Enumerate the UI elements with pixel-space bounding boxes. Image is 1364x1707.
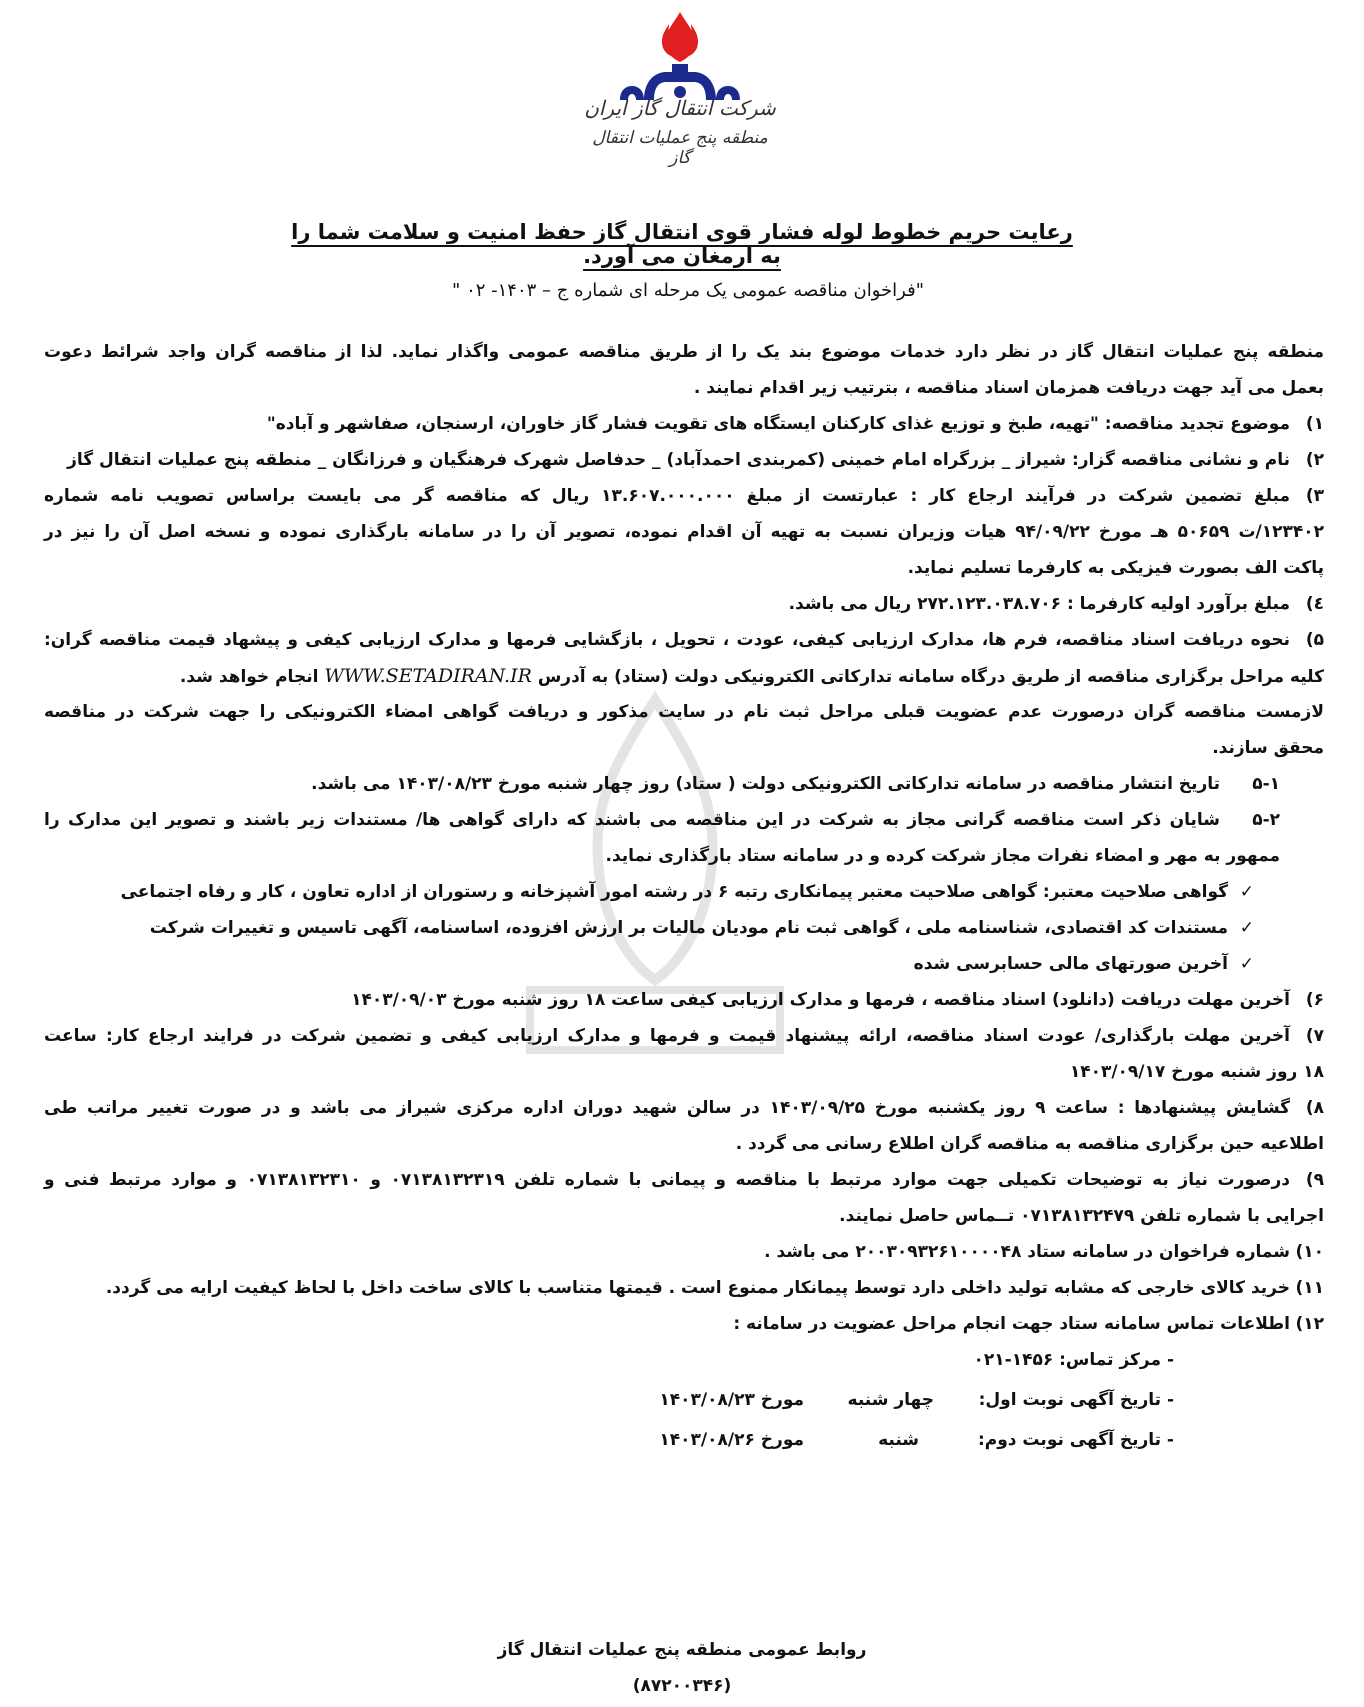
second-notice-day: شنبه (878, 1430, 919, 1450)
check-text: مستندات کد اقتصادی، شناسنامه ملی ، گواهی ثبت نام مودیان مالیات بر ارزش افزوده، اساسنامه، آگهی تاسیس و تغییرات شرکت (149, 918, 1228, 938)
item-number: ٤) (1305, 594, 1324, 614)
item-2 (44, 442, 1324, 478)
item-10 (44, 1234, 1324, 1270)
subitem-5-2-cont: ممهور به مهر و امضاء نفرات مجاز شرکت کرده و در سامانه ستاد بارگذاری نماید. (605, 846, 1280, 866)
item-text: شماره فراخوان در سامانه ستاد ۲۰۰۳۰۹۳۲۶۱۰۰۰۰۴۸ می باشد . (764, 1242, 1290, 1262)
item-number: ۵-۱ (1252, 774, 1280, 794)
item-text: خرید کالای خارجی که مشابه تولید داخلی دارد توسط پیمانکار ممنوع است . قیمتها متناسب با کالای ساخت داخل با لحاظ کیفیت ارایه می گردد. (105, 1278, 1290, 1298)
item-number: ۲) (1305, 450, 1324, 470)
footer-public-relations: روابط عمومی منطقه پنج عملیات انتقال گاز (497, 1640, 867, 1660)
item-8 (44, 1090, 1324, 1126)
item-number: ۱۲) (1295, 1314, 1324, 1334)
logo-region-name: منطقه پنج عملیات انتقال گاز (592, 128, 768, 168)
check-item (44, 910, 1324, 946)
item-3-cont: ۱۲۳۴۰۲/ت ۵۰۶۵۹ هـ مورخ ۹۴/۰۹/۲۲ هیات وزیران نسبت به تهیه آن اقدام نموده، تصویر آن را در سامانه بارگذاری نموده و نسخه اصل آن را نیز در (44, 522, 1324, 542)
subitem-5-1 (44, 766, 1324, 802)
item-number: ۹) (1305, 1170, 1324, 1190)
subitem-5-2 (44, 802, 1324, 838)
footer-code: (۸۷۲۰۰۳۴۶) (632, 1676, 732, 1696)
item-text: گشایش پیشنهادها : ساعت ۹ روز یکشنبه مورخ ۱۴۰۳/۰۹/۲۵ در سالن شهید دوران اداره مرکزی شیراز می باشد و در صورت تغییر مراتب طی (44, 1098, 1291, 1118)
item-8-cont: اطلاعیه حین برگزاری مناقصه به مناقصه گران اطلاع رسانی می گردد . (735, 1134, 1324, 1154)
check-text: آخرین صورتهای مالی حسابرسی شده (913, 954, 1228, 974)
item-text: درصورت نیاز به توضیحات تکمیلی جهت موارد مرتبط با مناقصه و پیمانی با شماره تلفن ۰۷۱۳۸۱۳۲۳۱۹ و ۰۷۱۳۸۱۳۲۳۱۰ و موارد مرتبط فنی و (44, 1170, 1290, 1190)
first-notice-label: - تاریخ آگهی نوبت اول: (978, 1390, 1174, 1410)
first-notice-date: مورخ ۱۴۰۳/۰۸/۲۳ (659, 1390, 804, 1410)
item-12 (44, 1306, 1324, 1342)
checkmark-icon: ✓ (1239, 918, 1254, 938)
item-1 (44, 406, 1324, 442)
item-5 (44, 622, 1324, 658)
item-number: ۳) (1305, 486, 1324, 506)
intro-line: بعمل می آید جهت دریافت همزمان اسناد مناقصه ، بترتیب زیر اقدام نمایند . (693, 378, 1324, 398)
check-item (44, 874, 1324, 910)
item-number: ۸) (1305, 1098, 1325, 1118)
item-number: ۶) (1305, 990, 1324, 1010)
item-number: ۵) (1305, 630, 1324, 650)
item-number: ۷) (1305, 1026, 1324, 1046)
item-5-cont (44, 658, 1324, 694)
check-item (44, 946, 1324, 982)
check-text: گواهی صلاحیت معتبر: گواهی صلاحیت معتبر پیمانکاری رتبه ۶ در رشته امور آشپزخانه و رستوران از اداره تعاون ، کار و رفاه اجتماعی (120, 882, 1228, 902)
setad-url-link[interactable]: WWW.SETADIRAN.IR (324, 665, 532, 687)
checkmark-icon: ✓ (1239, 954, 1254, 974)
item-text: نحوه دریافت اسناد مناقصه، فرم ها، مدارک ارزیابی کیفی، عودت ، تحویل ، بازگشایی فرمها و مدارک ارزیابی کیفی و پیشهاد قیمت مناقصه گران: (44, 630, 1290, 650)
item-text: شایان ذکر است مناقصه گرانی مجاز به شرکت در این مناقصه می باشند که دارای گواهی ها/ مستندات زیر باشند و تصویر این مدارک را (44, 810, 1220, 830)
item-text: آخرین مهلت دریافت (دانلود) اسناد مناقصه ، فرمها و مدارک ارزیابی کیفی ساعت ۱۸ روز شنبه مورخ ۱۴۰۳/۰۹/۰۳ (351, 990, 1290, 1010)
item-text: نام و نشانی مناقصه گزار: شیراز _ بزرگراه امام خمینی (کمربندی احمدآباد) _ حدفاصل شهرک فرهنگیان و فرزانگان _ منطقه پنج عملیات انتقال گاز (67, 450, 1290, 470)
item-text: مبلغ برآورد اولیه کارفرما : ۲۷۲.۱۲۳.۰۳۸.۷۰۶ ریال می باشد. (788, 594, 1290, 614)
item-text: تاریخ انتشار مناقصه در سامانه تدارکاتی الکترونیکی دولت ( ستاد) روز چهار شنبه مورخ ۱۴۰۳/۰۸/۲۳ می باشد. (311, 774, 1220, 794)
item-number: ۱۱) (1295, 1278, 1324, 1298)
item-3-cont: پاکت الف بصورت فیزیکی به کارفرما تسلیم نماید. (907, 558, 1324, 578)
item-9 (44, 1162, 1324, 1198)
item-number: ۵-۲ (1252, 810, 1280, 830)
item-6 (44, 982, 1324, 1018)
tender-title: "فراخوان مناقصه عمومی یک مرحله ای شماره ج – ۱۴۰۳- ۰۲ " (452, 280, 924, 301)
logo-company-name: شرکت انتقال گاز ایران (584, 96, 776, 120)
second-notice-row (44, 1422, 1324, 1462)
item-11 (44, 1270, 1324, 1306)
item-7-cont: ۱۸ روز شنبه مورخ ۱۴۰۳/۰۹/۱۷ (1069, 1062, 1324, 1082)
item-text: مبلغ تضمین شرکت در فرآیند ارجاع کار : عبارتست از مبلغ ۱۳.۶۰۷.۰۰۰.۰۰۰ ریال که مناقصه گر می بایست براساس تصویب نامه شماره (44, 486, 1290, 506)
item-number: ۱۰) (1295, 1242, 1324, 1262)
contact-center: - مرکز تماس: ۱۴۵۶-۰۲۱ (973, 1350, 1174, 1370)
item-text: اطلاعات تماس سامانه ستاد جهت انجام مراحل عضویت در سامانه : (733, 1314, 1290, 1334)
tender-body (44, 334, 1324, 1462)
item-7 (44, 1018, 1324, 1054)
item-text: موضوع تجدید مناقصه: "تهیه، طبخ و توزیع غذای کارکنان ایستگاه های تقویت فشار گاز خاوران، ارسنجان، صفاشهر و آباده" (266, 414, 1290, 434)
safety-slogan: رعایت حریم خطوط لوله فشار قوی انتقال گاز حفظ امنیت و سلامت شما را به ارمغان می آورد. (291, 220, 1073, 268)
item-5-cont: لازمست مناقصه گران درصورت عدم عضویت قبلی مراحل ثبت نام در سایت مذکور و دریافت گواهی امضاء الکترونیکی را جهت شرکت در مناقصه (44, 702, 1324, 722)
item-3 (44, 478, 1324, 514)
gas-flame-emblem-icon (560, 8, 800, 104)
second-notice-date: مورخ ۱۴۰۳/۰۸/۲۶ (659, 1430, 804, 1450)
checkmark-icon: ✓ (1239, 882, 1254, 902)
item-number: ۱) (1305, 414, 1324, 434)
item-5-cont: محقق سازند. (1212, 738, 1324, 758)
item-4 (44, 586, 1324, 622)
first-notice-row (44, 1382, 1324, 1422)
item-text: انجام خواهد شد. (179, 667, 319, 687)
second-notice-label: - تاریخ آگهی نوبت دوم: (977, 1430, 1174, 1450)
first-notice-day: چهار شنبه (847, 1390, 934, 1410)
intro-line: منطقه پنج عملیات انتقال گاز در نظر دارد خدمات موضوع بند یک را از طریق مناقصه عمومی واگذار نماید. لذا از مناقصه گران واجد شرائط دعوت (44, 342, 1324, 362)
item-text: کلیه مراحل برگزاری مناقصه از طریق درگاه سامانه تدارکاتی الکترونیکی دولت (ستاد) به آدرس (537, 667, 1324, 687)
item-9-cont: اجرایی با شماره تلفن ۰۷۱۳۸۱۳۲۴۷۹ تــماس حاصل نمایند. (839, 1206, 1324, 1226)
contact-center-row (44, 1342, 1324, 1382)
item-text: آخرین مهلت بارگذاری/ عودت اسناد مناقصه، ارائه پیشنهاد قیمت و فرمها و مدارک ارزیابی کیفی و تضمین شرکت در فرایند ارجاع کار: ساعت (44, 1026, 1290, 1046)
